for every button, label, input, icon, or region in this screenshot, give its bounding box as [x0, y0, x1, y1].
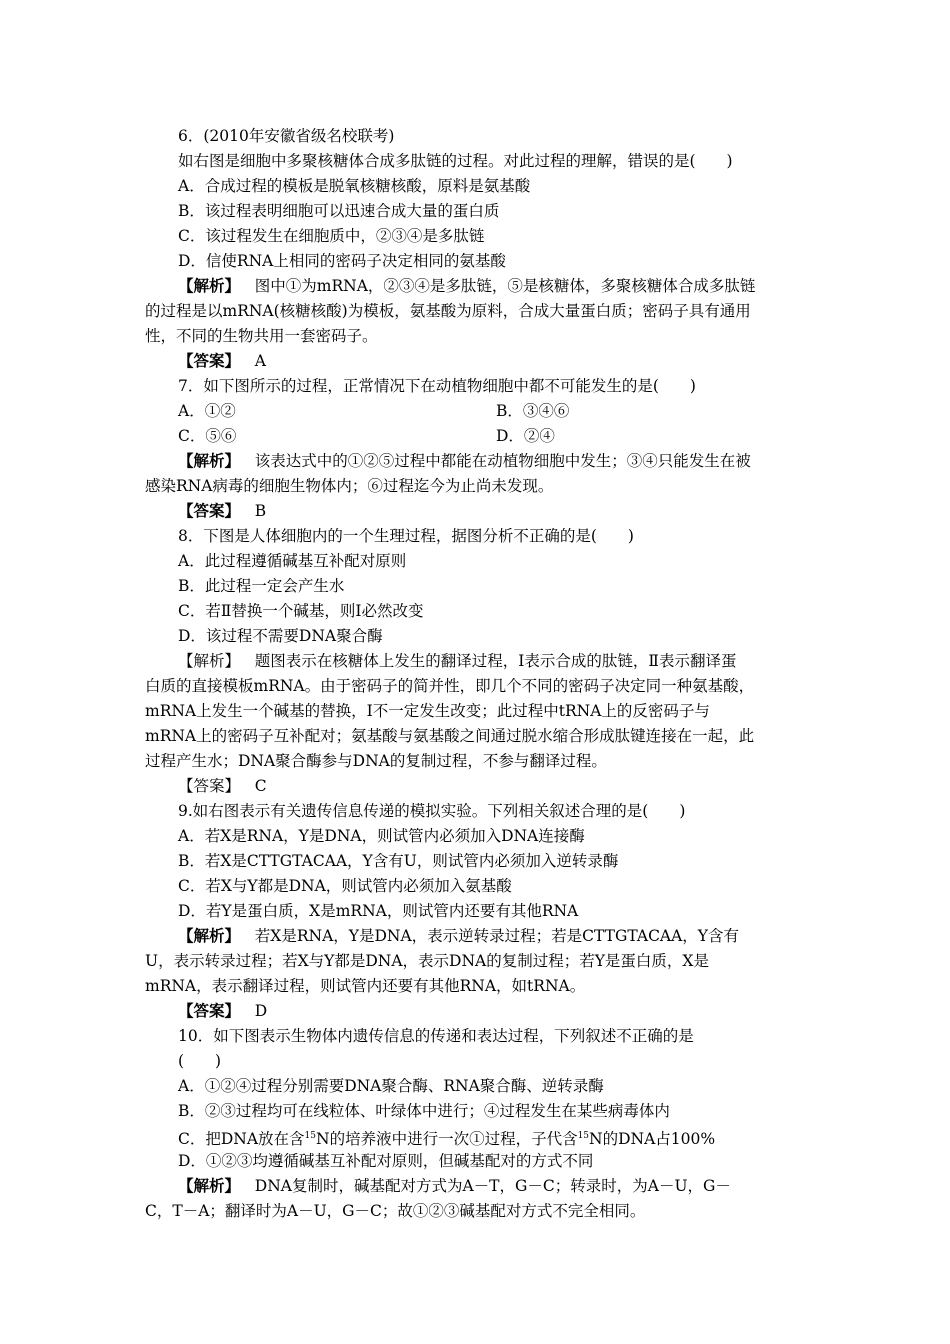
- answer-label: 【答案】: [178, 501, 241, 520]
- question-6-option-c: C．该过程发生在细胞质中，②③④是多肽链: [178, 227, 485, 245]
- answer-value: C: [254, 777, 267, 795]
- answer-value: B: [254, 502, 267, 520]
- question-8-option-a: A．此过程遵循碱基互补配对原则: [178, 552, 407, 570]
- question-8-analysis-line-4: mRNA上的密码子互补配对；氨基酸与氨基酸之间通过脱水缩合形成肽键连接在一起，此: [145, 727, 755, 745]
- question-8-analysis-line-3: mRNA上发生一个碱基的替换，Ⅰ不一定发生改变；此过程中tRNA上的反密码子与: [145, 702, 710, 720]
- option-text: N的DNA占100%: [589, 1130, 716, 1149]
- analysis-text: 该表达式中的①②⑤过程中都能在动植物细胞中发生；③④只能发生在被: [254, 452, 751, 470]
- question-9-option-c: C．若X与Y都是DNA，则试管内必须加入氨基酸: [178, 877, 512, 895]
- question-8-stem: 8．下图是人体细胞内的一个生理过程，据图分析不正确的是( ): [178, 527, 634, 545]
- answer-label: 【答案】: [178, 351, 241, 370]
- question-8-analysis-line-1: [178, 650, 736, 672]
- analysis-text: 题图表示在核糖体上发生的翻译过程，Ⅰ表示合成的肽链，Ⅱ表示翻译蛋: [254, 652, 737, 670]
- question-9-option-a: A．若X是RNA，Y是DNA，则试管内必须加入DNA连接酶: [178, 827, 585, 845]
- option-text: N的培养液中进行一次①过程，子代含: [316, 1130, 578, 1149]
- analysis-label: 【解析】: [178, 1176, 241, 1195]
- isotope-superscript: 15: [577, 1131, 590, 1141]
- question-9-answer: [178, 1000, 267, 1022]
- isotope-superscript: 15: [304, 1131, 316, 1141]
- question-7-option-c: C．⑤⑥: [178, 427, 237, 445]
- analysis-label: 【解析】: [178, 276, 241, 295]
- question-10-analysis-line-1: [178, 1175, 731, 1197]
- analysis-label: 【解析】: [178, 652, 241, 670]
- question-7-option-b: B．③④⑥: [496, 402, 570, 420]
- question-10-analysis-line-2: C，T－A；翻译时为A－U，G－C；故①②③碱基配对方式不完全相同。: [145, 1202, 646, 1220]
- question-8-analysis-line-2: 白质的直接模板mRNA。由于密码子的简并性，即几个不同的密码子决定同一种氨基酸，: [145, 677, 755, 695]
- question-10-option-a: A．①②④过程分别需要DNA聚合酶、RNA聚合酶、逆转录酶: [178, 1077, 604, 1095]
- question-9-analysis-line-2: U，表示转录过程；若X与Y都是DNA，表示DNA的复制过程；若Y是蛋白质，X是: [145, 952, 709, 970]
- question-8-analysis-line-5: 过程产生水；DNA聚合酶参与DNA的复制过程，不参与翻译过程。: [145, 752, 607, 770]
- question-6-analysis-line-1: [178, 275, 755, 297]
- question-6-stem: 如右图是细胞中多聚核糖体合成多肽链的过程。对此过程的理解，错误的是( ): [178, 152, 733, 170]
- question-8-answer: [178, 775, 267, 797]
- question-6-answer: [178, 350, 266, 372]
- analysis-text: DNA复制时，碱基配对方式为A－T，G－C；转录时，为A－U，G－: [254, 1177, 731, 1195]
- question-10-stem-continued: ( ): [178, 1052, 222, 1070]
- analysis-label: 【解析】: [178, 926, 241, 945]
- question-7-option-d: D．②④: [496, 427, 555, 445]
- question-7-stem: 7．如下图所示的过程，正常情况下在动植物细胞中都不可能发生的是( ): [178, 377, 696, 395]
- analysis-label: 【解析】: [178, 451, 241, 470]
- question-8-option-c: C．若Ⅱ替换一个碱基，则Ⅰ必然改变: [178, 602, 424, 620]
- question-10-option-c: [178, 1125, 715, 1150]
- question-6-option-d: D．信使RNA上相同的密码子决定相同的氨基酸: [178, 252, 506, 270]
- question-6-option-b: B．该过程表明细胞可以迅速合成大量的蛋白质: [178, 202, 500, 220]
- answer-value: D: [254, 1002, 268, 1020]
- question-9-analysis-line-1: [178, 925, 739, 947]
- question-8-option-d: D．该过程不需要DNA聚合酶: [178, 627, 383, 645]
- question-7-analysis-line-1: [178, 450, 751, 472]
- answer-label: 【答案】: [178, 777, 241, 795]
- question-10-option-b: B．②③过程均可在线粒体、叶绿体中进行；④过程发生在某些病毒体内: [178, 1102, 670, 1120]
- analysis-text: 图中①为mRNA，②③④是多肽链，⑤是核糖体，多聚核糖体合成多肽链: [254, 277, 756, 295]
- question-7-analysis-line-2: 感染RNA病毒的细胞生物体内；⑥过程迄今为止尚未发现。: [145, 477, 554, 495]
- question-6-analysis-line-2: 的过程是以mRNA(核糖核酸)为模板，氨基酸为原料，合成大量蛋白质；密码子具有通用: [145, 302, 751, 320]
- question-9-option-b: B．若X是CTTGTACAA，Y含有U，则试管内必须加入逆转录酶: [178, 852, 619, 870]
- question-9-option-d: D．若Y是蛋白质，X是mRNA，则试管内还要有其他RNA: [178, 902, 579, 920]
- question-7-answer: [178, 500, 266, 522]
- question-10-stem: 10．如下图表示生物体内遗传信息的传递和表达过程，下列叙述不正确的是: [178, 1027, 694, 1045]
- question-6-option-a: A．合成过程的模板是脱氧核糖核酸，原料是氨基酸: [178, 177, 531, 195]
- question-6-header: 6．(2010年安徽省级名校联考): [178, 127, 395, 145]
- question-6-analysis-line-3: 性，不同的生物共用一套密码子。: [145, 327, 378, 345]
- question-7-option-a: A．①②: [178, 402, 236, 420]
- question-9-stem: 9.如右图表示有关遗传信息传递的模拟实验。下列相关叙述合理的是( ): [178, 802, 686, 820]
- question-8-option-b: B．此过程一定会产生水: [178, 577, 345, 595]
- option-text: C．把DNA放在含: [178, 1130, 305, 1149]
- answer-value: A: [254, 352, 266, 370]
- question-9-analysis-line-3: mRNA，表示翻译过程，则试管内还要有其他RNA，如tRNA。: [145, 977, 586, 995]
- analysis-text: 若X是RNA，Y是DNA，表示逆转录过程；若是CTTGTACAA，Y含有: [254, 927, 740, 945]
- answer-label: 【答案】: [178, 1001, 241, 1020]
- question-10-option-d: D．①②③均遵循碱基互补配对原则，但碱基配对的方式不同: [178, 1152, 594, 1170]
